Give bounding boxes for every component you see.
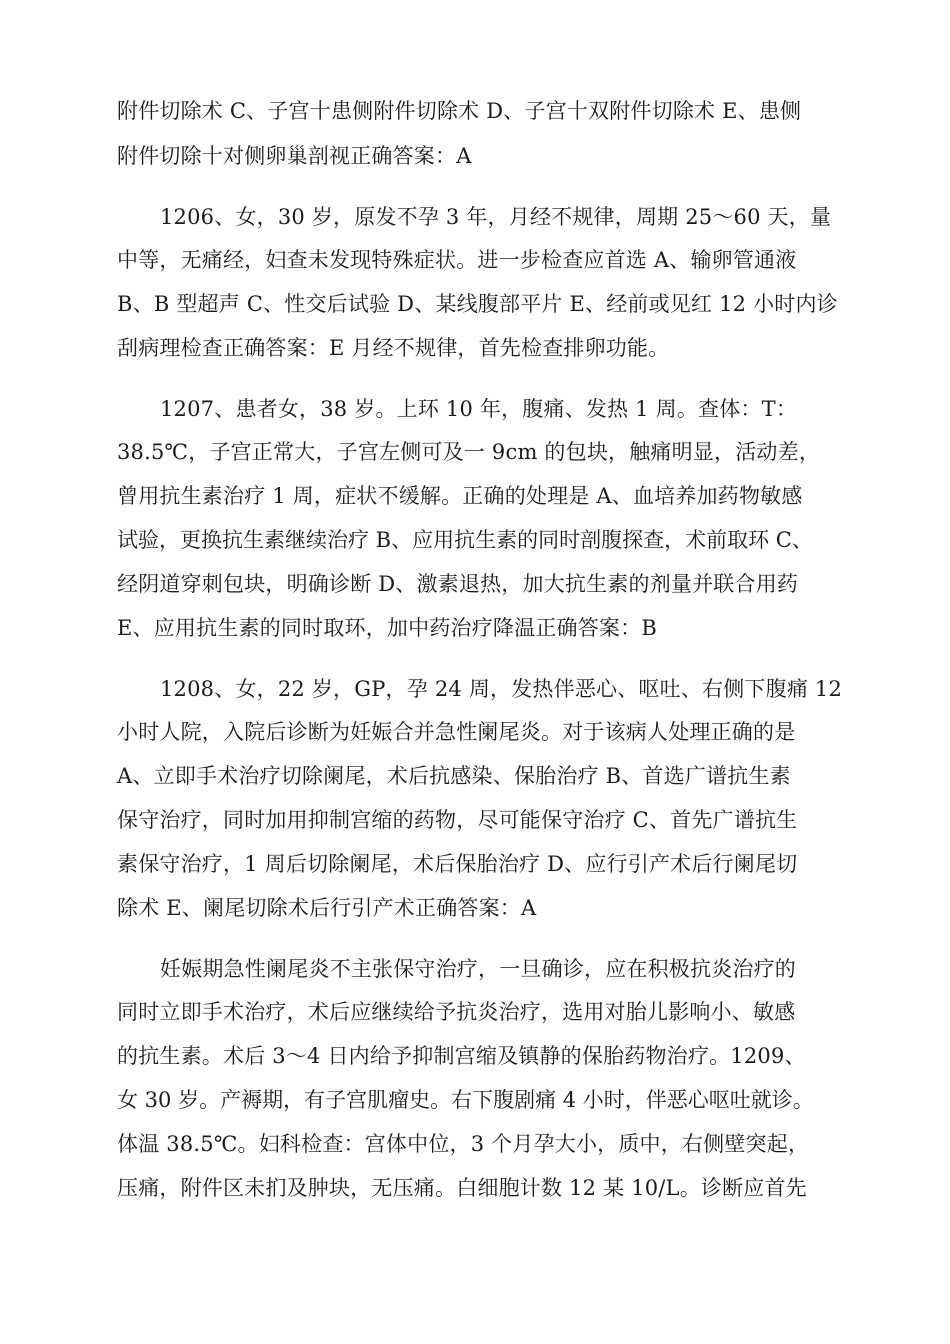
text-line: E、应用抗生素的同时取环，加中药治疗降温正确答案：B <box>117 616 657 640</box>
text-line: 体温 38.5℃。妇科检查：宫体中位，3 个月孕大小，质中，右侧壁突起， <box>117 1132 810 1156</box>
text-line: B、B 型超声 C、性交后试验 D、某线腹部平片 E、经前或见红 12 小时内诊 <box>117 292 838 316</box>
text-line: 压痛，附件区未扪及肿块，无压痛。白细胞计数 12 某 10/L。诊断应首先 <box>117 1176 807 1200</box>
text-line: 同时立即手术治疗，术后应继续给予抗炎治疗，选用对胎儿影响小、敏感 <box>117 1000 796 1024</box>
text-line: 试验，更换抗生素继续治疗 B、应用抗生素的同时剖腹探查，术前取环 C、 <box>117 528 813 552</box>
text-line: 1207、患者女，38 岁。上环 10 年，腹痛、发热 1 周。查体：T： <box>160 397 798 421</box>
text-line: 附件切除十对侧卵巢剖视正确答案：A <box>117 144 472 168</box>
text-line: 1206、女，30 岁，原发不孕 3 年，月经不规律，周期 25～60 天，量 <box>160 205 832 229</box>
text-line: 女 30 岁。产褥期，有子宫肌瘤史。右下腹剧痛 4 小时，伴恶心呕吐就诊。 <box>117 1088 814 1112</box>
text-line: 保守治疗，同时加用抑制宫缩的药物，尽可能保守治疗 C、首先广谱抗生 <box>117 808 798 832</box>
text-line: 曾用抗生素治疗 1 周，症状不缓解。正确的处理是 A、血培养加药物敏感 <box>117 484 803 508</box>
text-line: 小时人院，入院后诊断为妊娠合并急性阑尾炎。对于该病人处理正确的是 <box>117 720 796 744</box>
text-line: 妊娠期急性阑尾炎不主张保守治疗，一旦确诊，应在积极抗炎治疗的 <box>160 957 796 981</box>
text-line: 附件切除术 C、子宫十患侧附件切除术 D、子宫十双附件切除术 E、患侧 <box>117 99 802 123</box>
text-line: 除术 E、阑尾切除术后行引产术正确答案：A <box>117 896 537 920</box>
text-line: A、立即手术治疗切除阑尾，术后抗感染、保胎治疗 B、首选广谱抗生素 <box>117 764 791 788</box>
text-line: 刮病理检查正确答案：E 月经不规律，首先检查排卵功能。 <box>117 336 670 360</box>
text-line: 素保守治疗，1 周后切除阑尾，术后保胎治疗 D、应行引产术后行阑尾切 <box>117 852 798 876</box>
text-line: 经阴道穿刺包块，明确诊断 D、激素退热，加大抗生素的剂量并联合用药 <box>117 572 799 596</box>
text-line: 的抗生素。术后 3～4 日内给予抑制宫缩及镇静的保胎药物治疗。1209、 <box>117 1044 806 1068</box>
text-line: 38.5℃，子宫正常大，子宫左侧可及一 9cm 的包块，触痛明显，活动差， <box>117 440 821 464</box>
text-line: 中等，无痛经，妇查未发现特殊症状。进一步检查应首选 A、输卵管通液 <box>117 248 797 272</box>
text-line: 1208、女，22 岁，GP，孕 24 周，发热伴恶心、呕吐、右侧下腹痛 12 <box>160 677 843 701</box>
